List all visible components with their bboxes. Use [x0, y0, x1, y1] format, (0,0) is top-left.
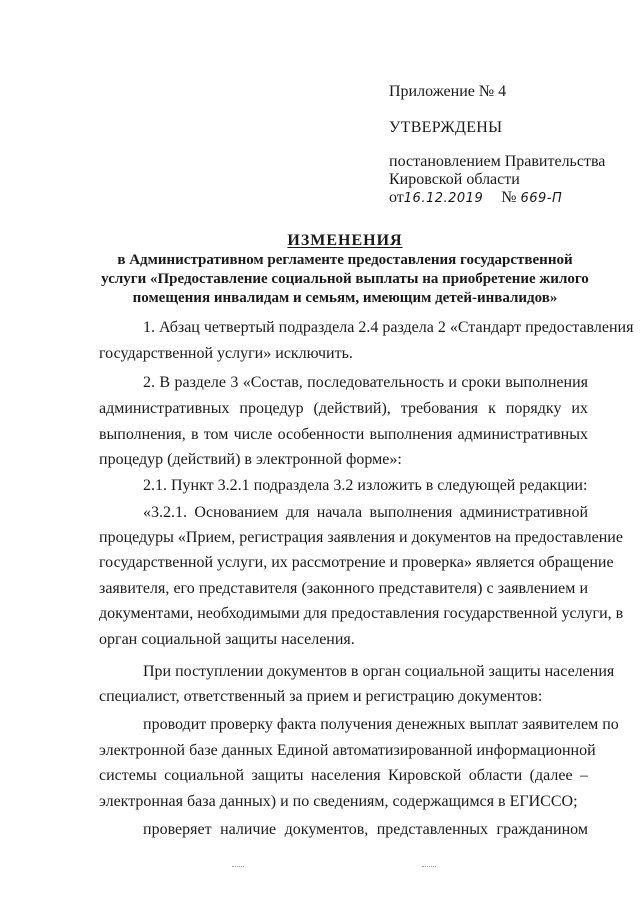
- body-line: проводит проверку факта получения денежных выплат заявителем по: [143, 716, 619, 733]
- body-line: заявителя, его представителя (законного представителя) с заявлением и: [99, 580, 588, 597]
- document-title: ИЗМЕНЕНИЯ: [287, 232, 403, 249]
- body-line: процедур (действий) в электронной форме»:: [99, 451, 402, 468]
- body-line: 2. В разделе 3 «Состав, последовательность и сроки выполнения: [143, 374, 588, 391]
- body-line: специалист, ответственный за прием и регистрацию документов:: [99, 688, 543, 705]
- approved-by-line-2: Кировской области: [389, 171, 520, 188]
- body-line: системы социальной защиты населения Кировской области (далее –: [99, 767, 588, 784]
- scan-artifact-mark: [232, 866, 244, 869]
- body-line: 1. Абзац четвертый подраздела 2.4 раздела 2 «Стандарт предоставления: [143, 319, 634, 336]
- date-prefix: от: [389, 189, 404, 206]
- document-title-block: [95, 231, 595, 308]
- body-line: орган социальной защиты населения.: [99, 631, 355, 648]
- body-line: процедуры «Прием, регистрация заявления и документов на предоставление: [99, 529, 623, 546]
- body-line: документами, необходимыми для предоставления государственной услуги, в: [99, 605, 624, 622]
- document-subtitle-line-2: услуги «Предоставление социальной выплаты на приобретение жилого: [101, 271, 589, 287]
- body-line: 2.1. Пункт 3.2.1 подраздела 3.2 изложить в следующей редакции:: [143, 477, 588, 494]
- body-line: государственной услуги» исключить.: [99, 345, 353, 362]
- number-prefix: №: [501, 189, 517, 206]
- document-subtitle-line-3: помещения инвалидам и семьям, имеющим детей-инвалидов»: [132, 290, 558, 306]
- approval-date-number: [389, 189, 562, 208]
- scan-artifact-mark: [422, 866, 436, 869]
- body-line: При поступлении документов в орган социальной защиты населения: [143, 663, 615, 680]
- handwritten-number: 669-П: [520, 191, 563, 206]
- document-subtitle-line-1: в Административном регламенте предоставления государственной: [117, 252, 573, 268]
- body-line: электронная база данных) и по сведениям, содержащимся в ЕГИССО;: [99, 793, 578, 810]
- body-line: государственной услуги, их рассмотрение и проверка» является обращение: [99, 554, 614, 571]
- body-line: электронной базе данных Единой автоматизированной информационной: [99, 742, 596, 759]
- body-line: «3.2.1. Основанием для начала выполнения административной: [143, 504, 588, 521]
- approved-by-line-1: постановлением Правительства: [389, 153, 606, 170]
- body-line: административных процедур (действий), требования к порядку их: [99, 400, 588, 417]
- body-line: выполнения, в том числе особенности выполнения административных: [99, 426, 588, 443]
- body-line: проверяет наличие документов, представленных гражданином: [143, 821, 588, 838]
- annex-label: Приложение № 4: [389, 83, 507, 100]
- handwritten-date: 16.12.2019: [403, 191, 484, 206]
- approved-label: УТВЕРЖДЕНЫ: [389, 119, 503, 136]
